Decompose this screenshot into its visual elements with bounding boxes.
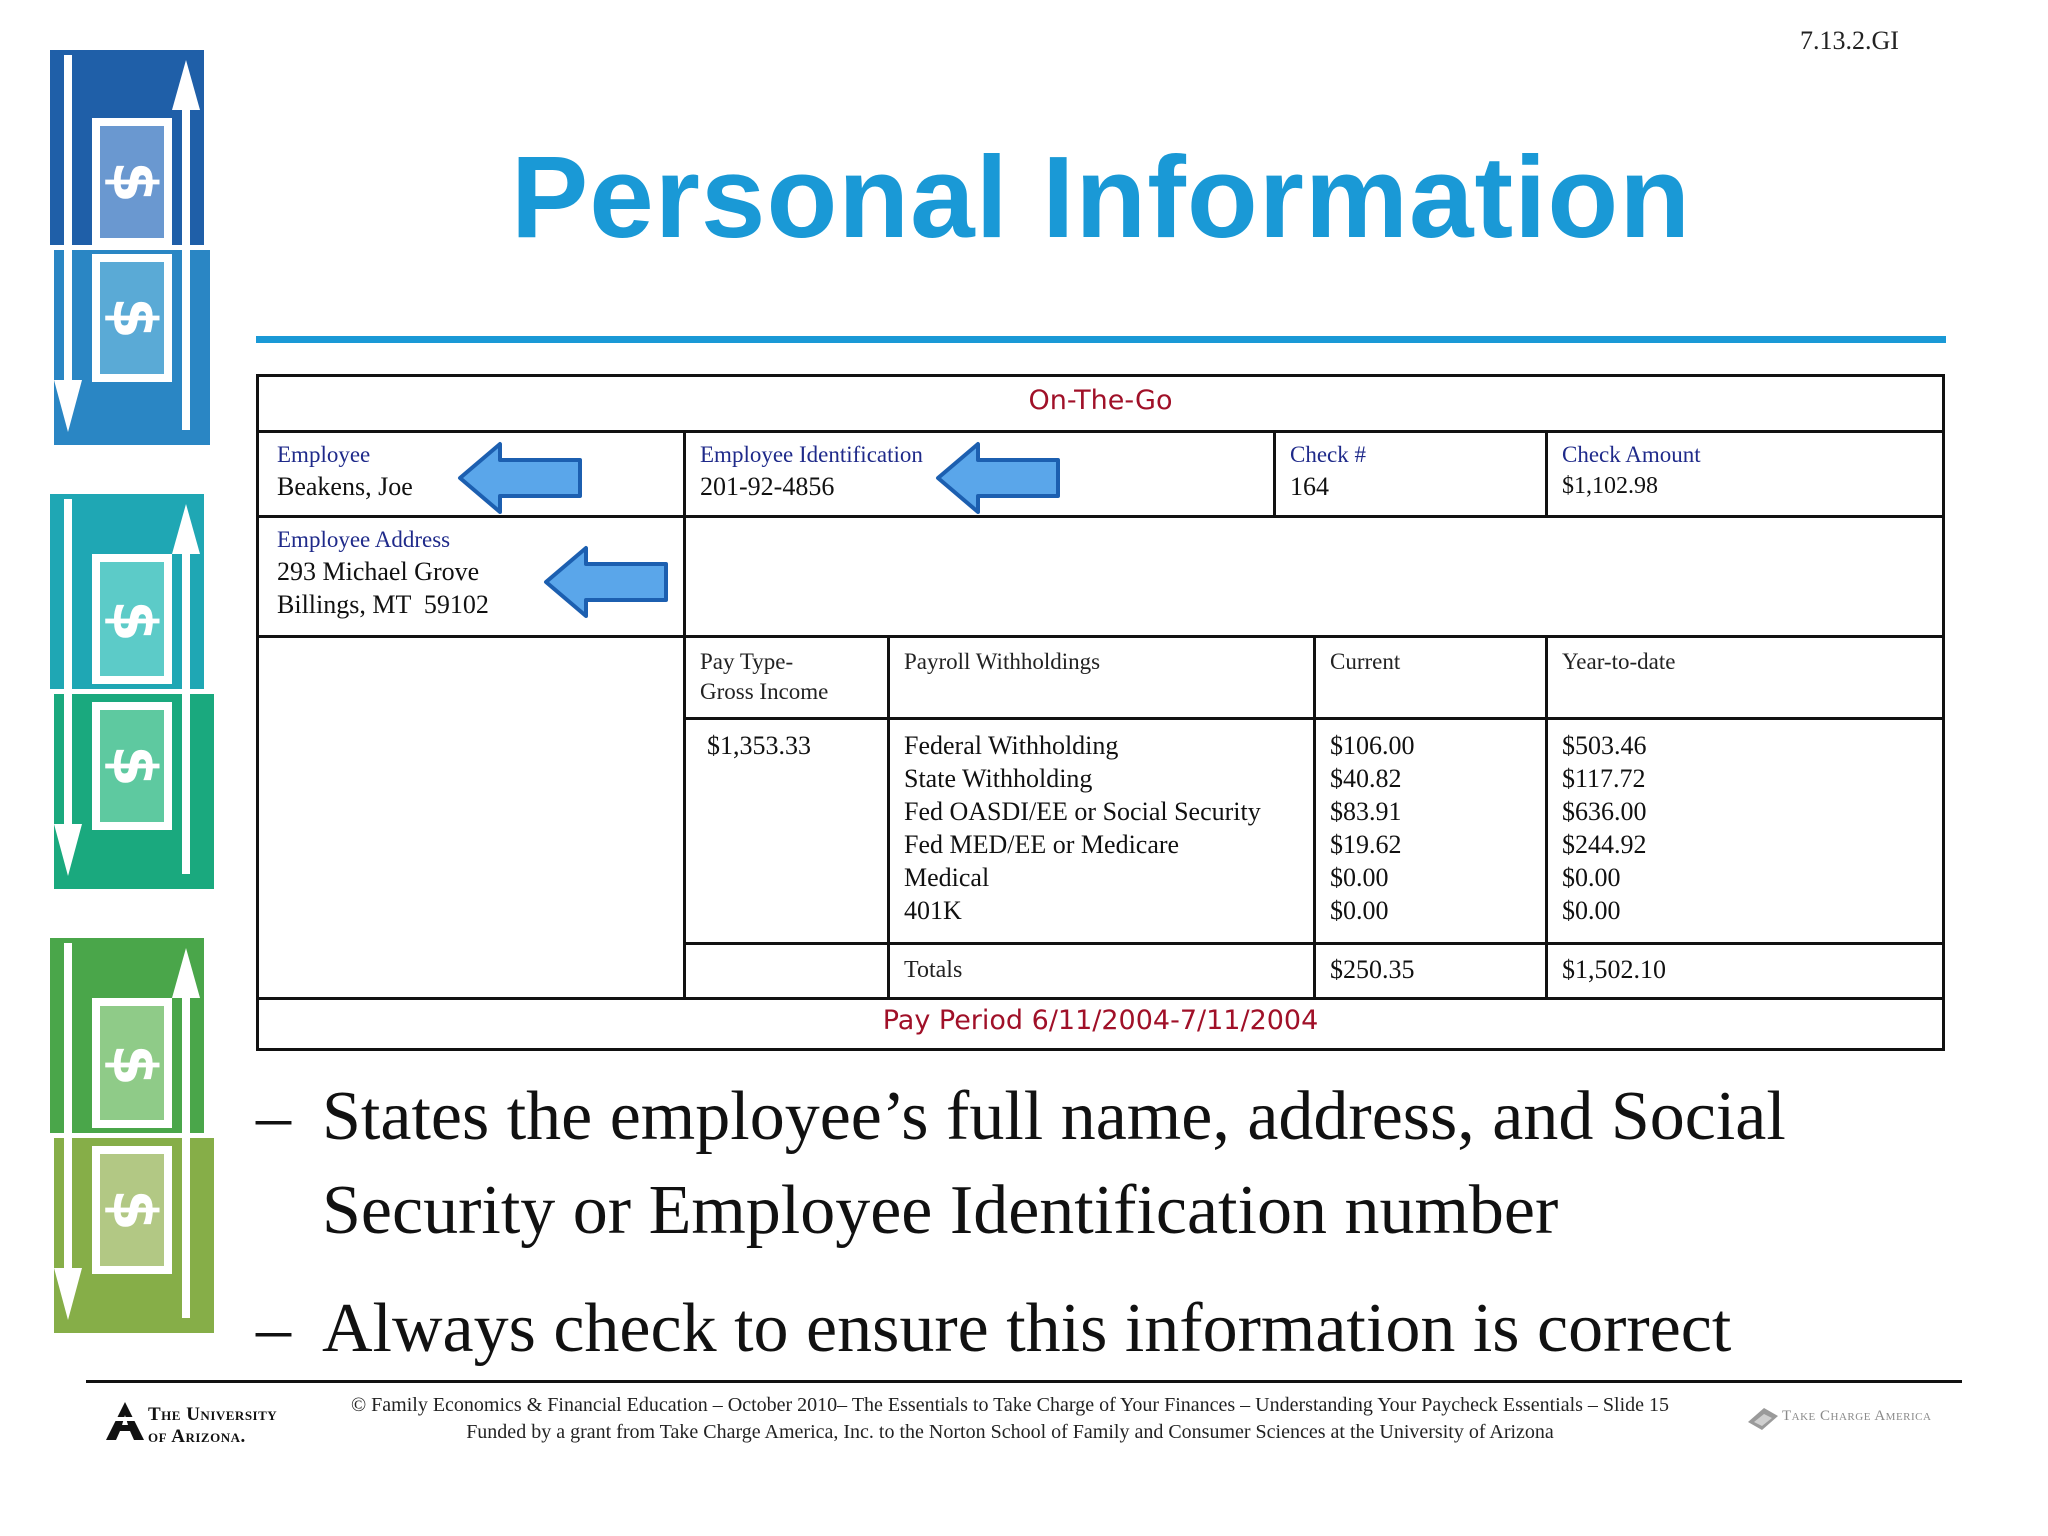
current-header: Current [1330, 649, 1401, 674]
left-pointing-arrow-icon [456, 440, 586, 516]
bullet-line: States the employee’s full name, address, and Social [322, 1078, 1786, 1155]
bullet-item [256, 1282, 1731, 1376]
pay-type-header [700, 647, 828, 707]
ytd-value: $503.46 [1562, 731, 1647, 760]
col-divider [683, 430, 686, 997]
bullet-line: Always check to ensure this information is correct [322, 1290, 1732, 1367]
left-pointing-arrow-icon [542, 544, 672, 620]
totals-current: $250.35 [1330, 955, 1415, 984]
col-divider [887, 635, 890, 997]
footer-line-1: © Family Economics & Financial Education – October 2010– The Essentials to Take Charge of Your Finances – Understanding Your Paycheck Essentials – Slide 15 [350, 1394, 1670, 1416]
bullet-dash: – [256, 1078, 291, 1155]
current-value: $83.91 [1330, 797, 1402, 826]
ytd-values [1562, 729, 1647, 927]
row-divider [259, 430, 1942, 433]
bullet-item [256, 1070, 1786, 1258]
current-value: $0.00 [1330, 863, 1389, 892]
col-divider [1545, 635, 1548, 997]
withholding-name: Medical [904, 863, 990, 892]
university-of-arizona-wordmark [148, 1404, 277, 1448]
withholdings-header: Payroll Withholdings [904, 649, 1101, 674]
employee-id-label: Employee Identification [700, 442, 923, 467]
employee-name: Beakens, Joe [277, 472, 413, 501]
footer-credits [300, 1392, 1720, 1446]
slide-title: Personal Information [510, 132, 1692, 262]
withholding-names [904, 729, 1261, 927]
col-divider [1313, 635, 1316, 997]
svg-text:$: $ [99, 1044, 169, 1086]
check-number-label: Check # [1290, 442, 1367, 467]
svg-text:$: $ [99, 745, 169, 787]
address-cell [277, 525, 489, 621]
footer-line-2: Funded by a grant from Take Charge America, Inc. to the Norton School of Family and Consumer Sciences at the University of Arizona [466, 1421, 1554, 1443]
ytd-value: $117.72 [1562, 764, 1646, 793]
svg-text:$: $ [99, 600, 169, 642]
address-line-1: 293 Michael Grove [277, 557, 480, 586]
current-value: $40.82 [1330, 764, 1402, 793]
withholding-name: State Withholding [904, 764, 1093, 793]
title-divider [256, 336, 1946, 343]
withholding-name: Fed OASDI/EE or Social Security [904, 797, 1261, 826]
withholding-name: 401K [904, 896, 962, 925]
dollar-bill-arrows-icon [50, 494, 214, 894]
current-values [1330, 729, 1415, 927]
ua-line-1: The University [148, 1404, 278, 1425]
ytd-value: $244.92 [1562, 830, 1647, 859]
withholding-name: Fed MED/EE or Medicare [904, 830, 1180, 859]
left-pointing-arrow-icon [934, 440, 1064, 516]
row-divider [259, 635, 1942, 638]
svg-text:$: $ [99, 297, 169, 339]
withholding-name: Federal Withholding [904, 731, 1119, 760]
address-line-2: Billings, MT 59102 [277, 590, 489, 619]
employee-label: Employee [277, 442, 371, 467]
ytd-header: Year-to-date [1562, 649, 1676, 674]
ytd-value: $636.00 [1562, 797, 1647, 826]
current-value: $19.62 [1330, 830, 1402, 859]
company-name: On-The-Go [1028, 385, 1173, 416]
bullet-line: Security or Employee Identification number [322, 1172, 1559, 1249]
totals-label: Totals [904, 957, 963, 983]
check-amount-value: $1,102.98 [1562, 473, 1658, 499]
current-value: $0.00 [1330, 896, 1389, 925]
ytd-value: $0.00 [1562, 896, 1621, 925]
check-number-value: 164 [1290, 472, 1329, 501]
gross-income-value: $1,353.33 [707, 731, 811, 760]
totals-ytd: $1,502.10 [1562, 955, 1666, 984]
current-value: $106.00 [1330, 731, 1415, 760]
check-number-cell [1290, 440, 1366, 503]
address-label: Employee Address [277, 527, 451, 552]
ytd-value: $0.00 [1562, 863, 1621, 892]
dollar-bill-arrows-icon [50, 50, 214, 450]
employee-id-value: 201-92-4856 [700, 472, 835, 501]
university-of-arizona-logo-icon [104, 1400, 146, 1442]
bullet-dash: – [256, 1290, 291, 1367]
svg-text:$: $ [99, 1189, 169, 1231]
col-divider [1273, 430, 1276, 515]
ua-line-2: of Arizona. [148, 1426, 246, 1447]
row-divider [259, 997, 1942, 1000]
pay-period: Pay Period 6/11/2004-7/11/2004 [882, 1005, 1319, 1036]
pay-type-label: Pay Type- [700, 649, 794, 674]
take-charge-america-wordmark: Take Charge America [1782, 1408, 1932, 1424]
check-amount-cell [1562, 440, 1701, 503]
take-charge-america-logo-icon [1746, 1404, 1780, 1434]
slide-code: 7.13.2.GI [1800, 26, 1899, 55]
dollar-bill-arrows-icon [50, 938, 214, 1338]
col-divider [1545, 430, 1548, 515]
gross-income-label: Gross Income [700, 679, 829, 704]
footer-divider [86, 1380, 1962, 1383]
check-amount-label: Check Amount [1562, 442, 1701, 467]
employee-id-cell [700, 440, 923, 503]
svg-text:$: $ [99, 161, 169, 203]
employee-cell [277, 440, 413, 503]
